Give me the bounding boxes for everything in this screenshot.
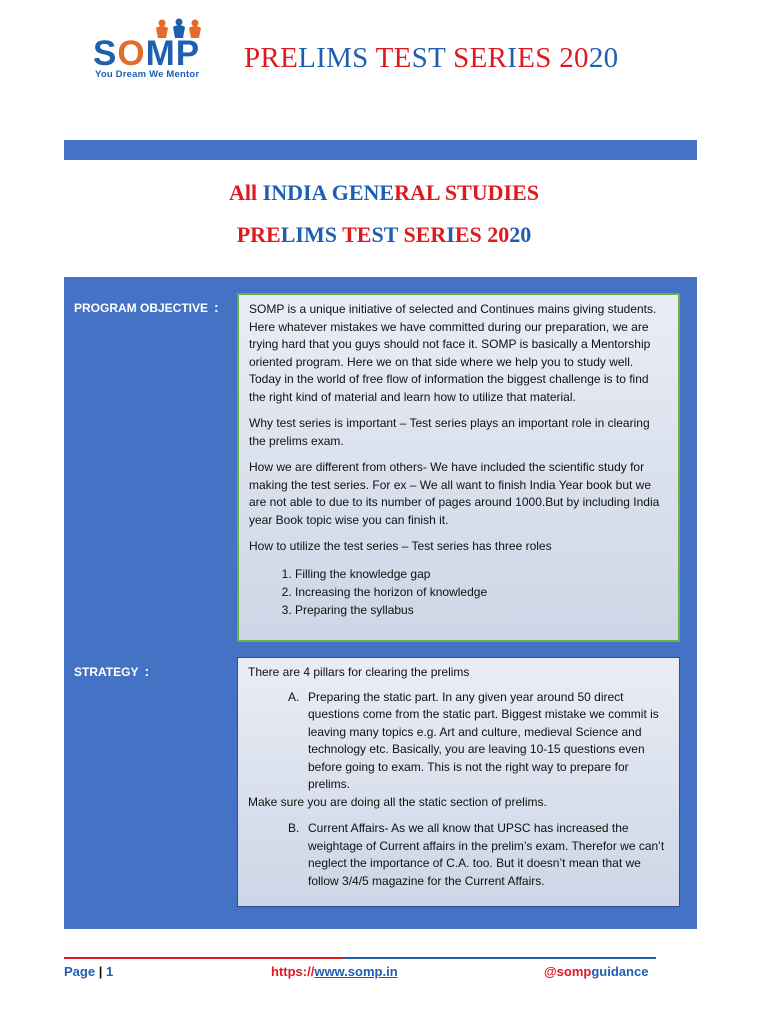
social-handle[interactable]: @sompguidance — [544, 964, 649, 979]
objective-paragraph: How we are different from others- We have included the scientific study for making the test series. For ex – We all want to finish India Year book but we are not able to due to its number of pages around 1000.But by including India year Book topic wise you can finish it. — [249, 460, 660, 527]
program-objective-label: PROGRAM OBJECTIVE : — [74, 299, 219, 315]
website-link[interactable]: https://www.somp.in — [271, 964, 398, 979]
footer-divider — [64, 957, 656, 959]
pillars-list — [248, 689, 669, 794]
pillars-list — [248, 820, 669, 890]
roles-list — [249, 565, 668, 619]
objective-paragraph: How to utilize the test series – Test series has three roles — [249, 539, 552, 553]
objective-paragraph: Why test series is important – Test series plays an important role in clearing the prelims exam. — [249, 416, 650, 448]
objective-paragraph: SOMP is a unique initiative of selected and Continues mains giving students. Here whatever mistakes we have committed during our preparation, we are trying hard that you guys should not face it. SOMP is basically a Mentorship oriented program. Here we on that side where we help you to study well. Today in the world of free flow of information the biggest challenge is to find the right kind of material and learn how to utilize that material. — [249, 302, 657, 404]
program-objective-box — [237, 293, 680, 642]
heading-all-india: All INDIA GENERAL STUDIES — [229, 180, 539, 205]
heading-prelims-series: PRELIMS TEST SERIES 2020 — [236, 222, 532, 247]
list-item: 2. Increasing the horizon of knowledge — [295, 583, 668, 601]
page-number: Page | 1 — [64, 964, 114, 979]
strategy-note: Make sure you are doing all the static section of prelims. — [248, 794, 547, 809]
header-divider-bar — [64, 140, 697, 160]
list-item: A. Preparing the static part. In any given year around 50 direct questions come from the static part. Biggest mistake we commit is leaving many topics e.g. Art and culture, medieval Science and technology etc. Basically, you are leaving 10-15 questions even before going to exam. This is not the right way to prepare for prelims. — [288, 689, 659, 791]
strategy-label: STRATEGY : — [74, 663, 150, 679]
list-item: B. Current Affairs- As we all know that UPSC has increased the weightage of Current affairs in the prelim’s exam. Therefor we can’t neglect the importance of C.A. too. But it doesn’t mean that we follow 3/4/5 magazine for the Current Affairs. — [288, 821, 665, 888]
list-item: 1. Filling the knowledge gap — [295, 565, 668, 583]
logo-tagline: You Dream We Mentor — [95, 69, 200, 80]
header-title: PRELIMS TEST SERIES 2020 — [244, 42, 619, 74]
logo-wordmark: SOMP — [93, 34, 201, 73]
somp-logo — [93, 18, 218, 80]
strategy-box — [237, 657, 680, 907]
list-item: 3. Preparing the syllabus — [295, 601, 668, 619]
strategy-intro: There are 4 pillars for clearing the prelims — [248, 665, 470, 679]
